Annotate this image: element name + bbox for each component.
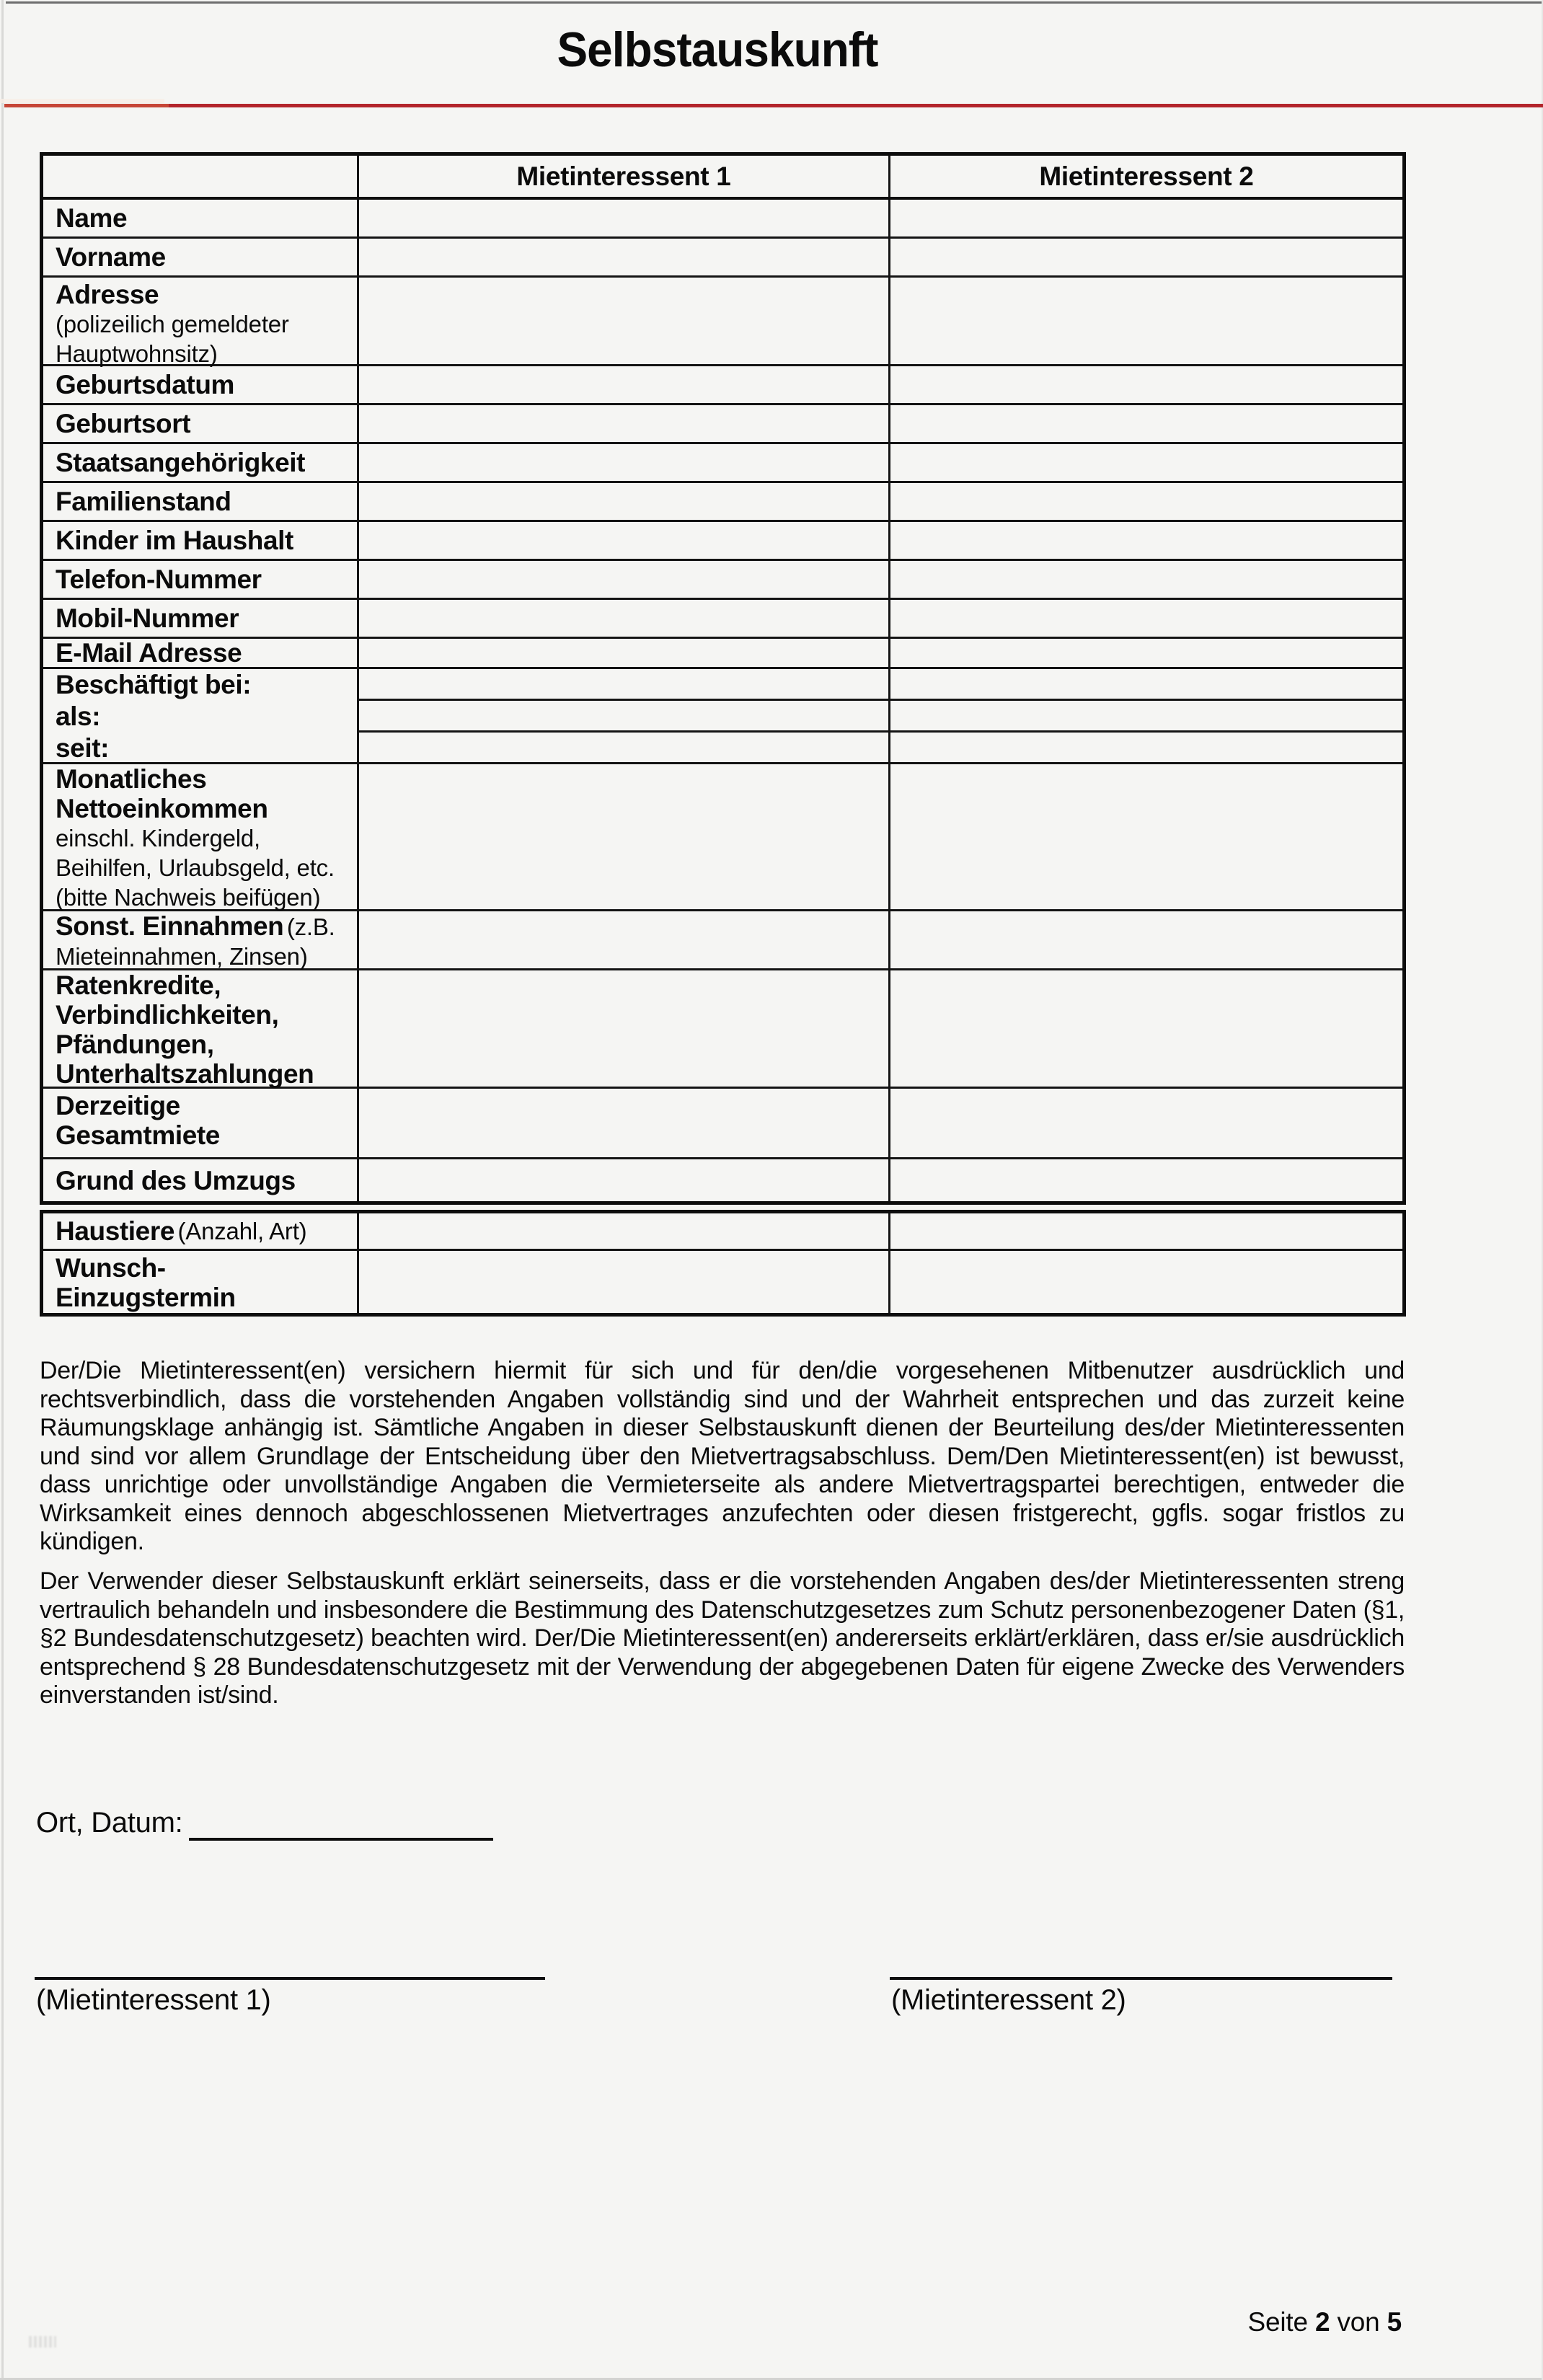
row-label: Adresse xyxy=(56,280,159,309)
row-label: Verbindlichkeiten, xyxy=(56,1000,279,1030)
value-cell xyxy=(359,278,890,364)
table-row-staatsangehoerigkeit xyxy=(43,444,1402,483)
applicant-data-table xyxy=(40,152,1406,1205)
table-row-geburtsdatum xyxy=(43,366,1402,405)
footer-word-of: von xyxy=(1337,2307,1380,2337)
row-label: Haustiere xyxy=(56,1216,175,1246)
header-mietinteressent-1: Mietinteressent 1 xyxy=(359,156,890,197)
row-label: Grund des Umzugs xyxy=(56,1165,296,1195)
row-label: Nettoeinkommen xyxy=(56,794,268,823)
value-cell xyxy=(890,730,1402,762)
table-row-name xyxy=(43,200,1402,239)
value-cell xyxy=(890,1089,1402,1157)
table-row-adresse xyxy=(43,278,1402,366)
value-cell xyxy=(890,1251,1402,1313)
row-label: Name xyxy=(56,203,128,233)
row-label: seit: xyxy=(56,733,110,763)
value-cell xyxy=(359,764,890,909)
additional-data-table xyxy=(40,1210,1406,1317)
red-rule xyxy=(4,104,1543,107)
faint-corner-watermark xyxy=(29,2336,56,2348)
signature-line-mietinteressent-1 xyxy=(35,1977,545,1980)
table-row-kinder-im-haushalt xyxy=(43,522,1402,561)
declaration-paragraph-1: Der/Die Mietinteressent(en) versichern hiermit für sich und für den/die vorgesehenen Mitbenutzer ausdrücklich und rechtsverbindlich, dass die vorstehenden Angaben vollständig sind und der Wahrheit entsprechen und das zurzeit keine Räumungsklage anhängig ist. Sämtliche Angaben in dieser Selbstauskunft dienen der Beurteilung des/der Mietinteressenten und sind vor allem Grundlage der Entscheidung über den Mietvertragsabschluss. Dem/Den Mietinteressent(en) ist bewusst, dass unrichtige oder unvollständige Angaben die Vermieterseite als andere Mietvertragspartei berechtigen, entweder die Wirksamkeit eines dennoch abgeschlossenen Mietvertrages anzufechten oder diesen fristgerecht, ggfls. sogar fristlos zu kündigen. xyxy=(40,1357,1405,1555)
row-label: Familienstand xyxy=(56,487,231,516)
value-cell xyxy=(359,1251,890,1313)
row-label: Kinder im Haushalt xyxy=(56,526,293,555)
value-cell xyxy=(359,1213,890,1249)
red-rule-left-segment xyxy=(4,104,169,107)
table-row-ratenkredite xyxy=(43,970,1402,1089)
value-cell xyxy=(359,669,888,699)
row-note: Beihilfen, Urlaubsgeld, etc. xyxy=(56,854,335,881)
value-cell xyxy=(890,444,1402,481)
table-row-mobil-nummer xyxy=(43,600,1402,639)
table-row-wunsch-einzugstermin xyxy=(43,1251,1402,1313)
row-label: Telefon-Nummer xyxy=(56,565,262,594)
row-label: Monatliches xyxy=(56,764,207,794)
row-label: Geburtsort xyxy=(56,409,191,438)
table-row-grund-des-umzugs xyxy=(43,1159,1402,1201)
header-mietinteressent-2: Mietinteressent 2 xyxy=(1039,161,1254,191)
row-label: Vorname xyxy=(56,242,166,272)
value-cell xyxy=(890,200,1402,236)
table-row-email-adresse xyxy=(43,639,1402,669)
ort-datum-label: Ort, Datum: xyxy=(36,1807,183,1839)
ort-datum-blank-line xyxy=(189,1838,493,1841)
row-label: als: xyxy=(56,702,101,731)
scan-edge-left xyxy=(1,0,4,2380)
value-cell xyxy=(359,522,890,559)
signature-label-mietinteressent-2: (Mietinteressent 2) xyxy=(891,1984,1126,2016)
red-rule-halo xyxy=(0,99,164,103)
table-row-beschaeftigt xyxy=(43,669,1402,764)
row-label: Staatsangehörigkeit xyxy=(56,448,306,477)
value-cell xyxy=(359,1089,890,1157)
value-cell xyxy=(359,699,888,730)
value-cell xyxy=(890,483,1402,520)
scan-edge-top xyxy=(6,1,1543,4)
value-cell xyxy=(890,561,1402,598)
table-row-vorname xyxy=(43,239,1402,278)
row-note: (Anzahl, Art) xyxy=(177,1218,307,1244)
value-cell xyxy=(359,639,890,667)
table-row-telefon-nummer xyxy=(43,561,1402,600)
value-cell xyxy=(890,366,1402,403)
value-cell xyxy=(359,600,890,637)
row-note: Mieteinnahmen, Zinsen) xyxy=(56,943,308,970)
value-cell xyxy=(890,669,1402,699)
row-label: Gesamtmiete xyxy=(56,1120,220,1150)
page-number-footer xyxy=(1248,2307,1402,2337)
value-cell xyxy=(890,639,1402,667)
signature-line-mietinteressent-2 xyxy=(890,1977,1392,1980)
value-cell xyxy=(890,970,1402,1087)
value-cell xyxy=(359,405,890,442)
value-cell xyxy=(359,200,890,236)
row-note: (polizeilich gemeldeter xyxy=(56,311,289,337)
value-cell xyxy=(890,405,1402,442)
declaration-paragraph-2: Der Verwender dieser Selbstauskunft erklärt seinerseits, dass er die vorstehenden Angaben des/der Mietinteressenten streng vertraulich behandeln und insbesondere die Bestimmung des Datenschutzgesetzes zum Schutz personenbezogener Daten (§1, §2 Bundesdatenschutzgesetz) beachten wird. Der/Die Mietinteressent(en) andererseits erklärt/erklären, dass er/sie ausdrücklich entsprechend § 28 Bundesdatenschutzgesetz mit der Verwendung der abgegebenen Daten für eigene Zwecke des Verwenders einverstanden ist/sind. xyxy=(40,1567,1405,1709)
value-cell xyxy=(890,764,1402,909)
row-note: (z.B. xyxy=(286,913,335,940)
footer-current-page: 2 xyxy=(1314,2307,1330,2337)
table-row-geburtsort xyxy=(43,405,1402,444)
value-cell xyxy=(359,366,890,403)
signature-label-mietinteressent-1: (Mietinteressent 1) xyxy=(36,1984,271,2016)
table-header-row xyxy=(43,156,1402,200)
value-cell xyxy=(890,239,1402,275)
row-label: Wunsch- xyxy=(56,1253,166,1283)
header-empty-cell xyxy=(43,156,359,197)
table-row-familienstand xyxy=(43,483,1402,522)
value-cell xyxy=(359,561,890,598)
value-cell xyxy=(890,1213,1402,1249)
value-cell xyxy=(359,444,890,481)
value-cell xyxy=(359,1159,890,1201)
value-cell xyxy=(359,483,890,520)
row-label: Geburtsdatum xyxy=(56,370,235,399)
row-label: Ratenkredite, xyxy=(56,970,221,1000)
table-row-gesamtmiete xyxy=(43,1089,1402,1159)
value-cell xyxy=(359,970,890,1087)
row-label: Einzugstermin xyxy=(56,1283,236,1312)
row-note: (bitte Nachweis beifügen) xyxy=(56,884,321,911)
value-cell xyxy=(890,522,1402,559)
row-label: Mobil-Nummer xyxy=(56,603,239,633)
value-cell xyxy=(890,911,1402,968)
row-label: Derzeitige xyxy=(56,1091,180,1120)
value-cell xyxy=(890,699,1402,730)
row-label: E-Mail Adresse xyxy=(56,638,242,668)
row-note: einschl. Kindergeld, xyxy=(56,825,261,851)
row-label: Pfändungen, xyxy=(56,1030,214,1059)
footer-word-page: Seite xyxy=(1247,2307,1308,2337)
value-cell xyxy=(890,600,1402,637)
row-label: Beschäftigt bei: xyxy=(56,670,252,699)
row-note: Hauptwohnsitz) xyxy=(56,340,218,367)
table-row-sonst-einnahmen xyxy=(43,911,1402,970)
value-cell xyxy=(359,730,888,762)
value-cell xyxy=(890,278,1402,364)
value-cell xyxy=(359,911,890,968)
value-cell xyxy=(359,239,890,275)
table-row-haustiere xyxy=(43,1213,1402,1251)
footer-total-pages: 5 xyxy=(1387,2307,1402,2337)
page-title: Selbstauskunft xyxy=(557,22,878,77)
value-cell xyxy=(890,1159,1402,1201)
row-label: Unterhaltszahlungen xyxy=(56,1059,314,1089)
table-row-nettoeinkommen xyxy=(43,764,1402,911)
row-label: Sonst. Einnahmen xyxy=(56,911,284,941)
